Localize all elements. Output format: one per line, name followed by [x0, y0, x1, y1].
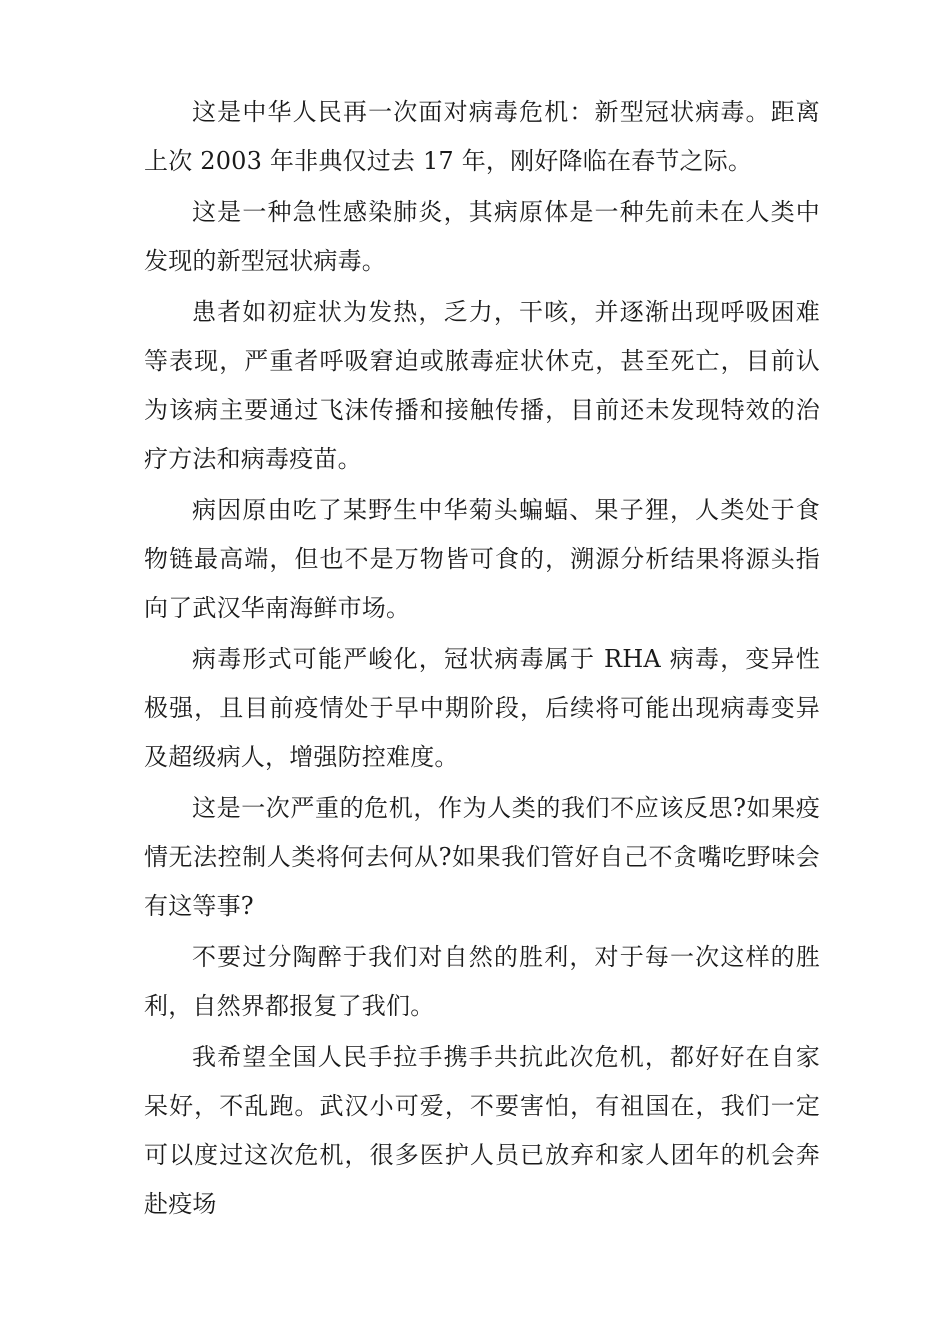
paragraph-6: 这是一次严重的危机，作为人类的我们不应该反思?如果疫情无法控制人类将何去何从?如果我们管好自己不贪嘴吃野味会有这等事?: [144, 794, 820, 920]
document-body: [144, 88, 820, 1231]
paragraph-8: 我希望全国人民手拉手携手共抗此次危机，都好好在自家呆好，不乱跑。武汉小可爱，不要害怕，有祖国在，我们一定可以度过这次危机，很多医护人员已放弃和家人团年的机会奔赴疫场: [144, 1043, 820, 1218]
paragraph-7: 不要过分陶醉于我们对自然的胜利，对于每一次这样的胜利，自然界都报复了我们。: [144, 943, 820, 1020]
paragraph-4: 病因原由吃了某野生中华菊头蝙蝠、果子狸，人类处于食物链最高端，但也不是万物皆可食的，溯源分析结果将源头指向了武汉华南海鲜市场。: [144, 496, 820, 622]
paragraph-2: 这是一种急性感染肺炎，其病原体是一种先前未在人类中发现的新型冠状病毒。: [144, 198, 820, 275]
paragraph-1: 这是中华人民再一次面对病毒危机：新型冠状病毒。距离上次 2003 年非典仅过去 17 年，刚好降临在春节之际。: [144, 98, 820, 175]
paragraph-3: 患者如初症状为发热，乏力，干咳，并逐渐出现呼吸困难等表现，严重者呼吸窘迫或脓毒症状休克，甚至死亡，目前认为该病主要通过飞沫传播和接触传播，目前还未发现特效的治疗方法和病毒疫苗。: [144, 298, 820, 473]
paragraph-5: 病毒形式可能严峻化，冠状病毒属于 RHA 病毒，变异性极强，且目前疫情处于早中期阶段，后续将可能出现病毒变异及超级病人，增强防控难度。: [144, 645, 820, 771]
